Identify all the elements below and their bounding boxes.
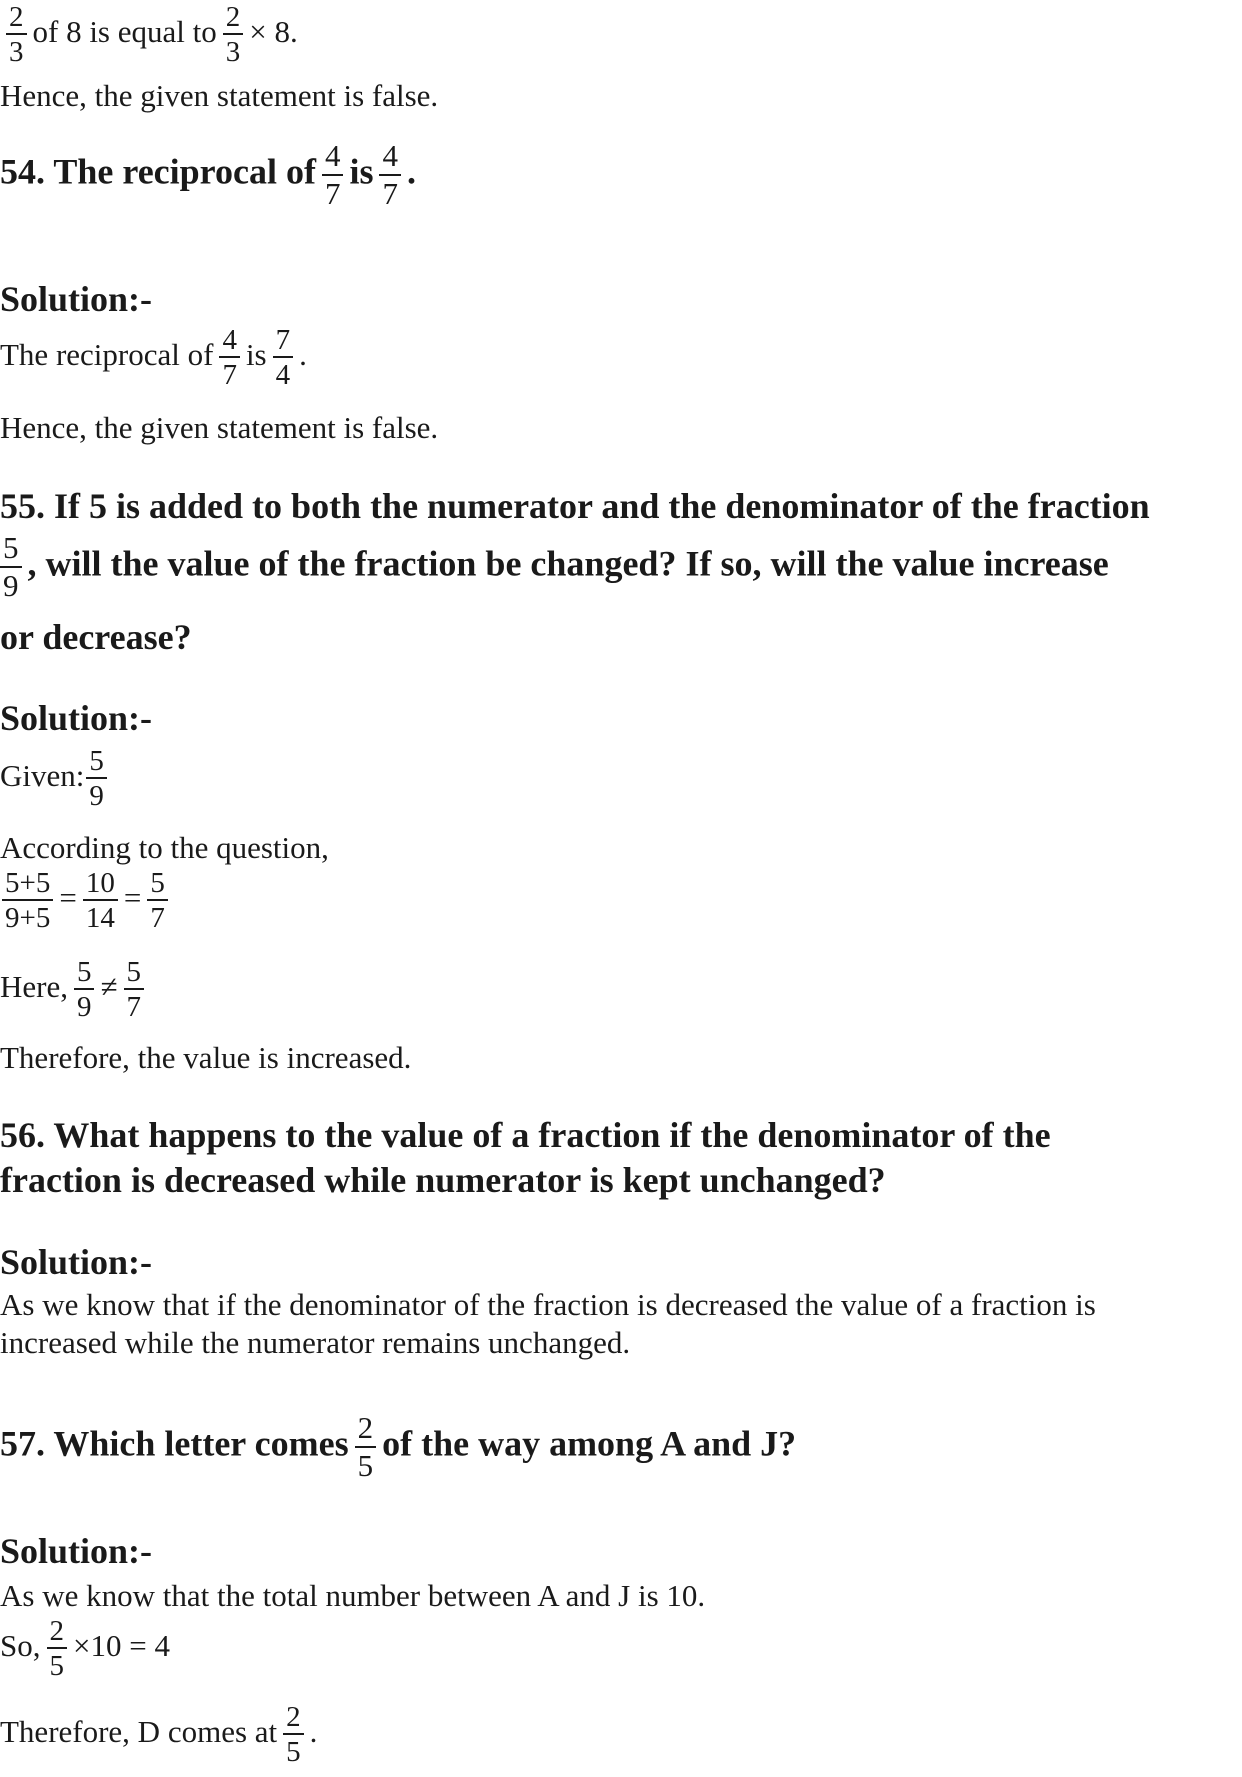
q55-here: Here, $\frac{5}{9}$ ≠ $\frac{5}{7}$ [0,957,150,1023]
fraction: $\frac{2}{3}$ [6,2,27,68]
q55-conclusion: Therefore, the value is increased. [0,1040,412,1075]
fraction: $\frac{4}{7}$ [219,325,240,391]
question-55-line2: $\frac{5}{9}$ , will the value of the fraction be changed? If so, will the value increase [0,532,1109,602]
fraction: $\frac{2}{5}$ [47,1616,68,1682]
fraction: $\frac{2}{5}$ [355,1412,377,1482]
q55-given: Given: $\frac{5}{9}$ [0,746,113,812]
fraction: $\frac{5}{9}$ [0,532,22,602]
fraction: $\frac{4}{7}$ [322,140,344,210]
solution-heading: Solution:- [0,1531,153,1571]
q55-according: According to the question, [0,830,329,865]
solution-heading: Solution:- [0,1242,153,1282]
question-54: 54. The reciprocal of $\frac{4}{7}$ is $\frac{4}{7}$ . [0,138,416,211]
q56-answer-line2: increased while the numerator remains unchanged. [0,1325,631,1360]
q54-solution-line1: The reciprocal of $\frac{4}{7}$ is $\frac{7}{4}$ . [0,324,307,392]
fraction: $\frac{5}{9}$ [74,957,95,1023]
fraction: $\frac{2}{5}$ [283,1702,304,1768]
q57-so: So, $\frac{2}{5}$ ×10 = 4 [0,1615,170,1683]
question-55-line3: or decrease? [0,617,192,657]
fraction: $\frac{5+5}{9+5}$ [2,868,53,934]
q55-equation: $\frac{5+5}{9+5}$ = $\frac{10}{14}$ = $\frac{5}{7}$ [0,868,174,934]
fraction: $\frac{10}{14}$ [83,868,118,934]
fraction: $\frac{4}{7}$ [379,140,401,210]
fraction: $\frac{5}{7}$ [147,868,168,934]
prev-conclusion: Hence, the given statement is false. [0,78,439,113]
question-57: 57. Which letter comes $\frac{2}{5}$ of the way among A and J? [0,1410,797,1483]
fraction: $\frac{2}{3}$ [223,2,244,68]
solution-heading: Solution:- [0,279,153,319]
fraction: $\frac{5}{9}$ [86,746,107,812]
q57-answer-line1: As we know that the total number between A and J is 10. [0,1578,706,1613]
prev-line1: $\frac{2}{3}$ of 8 is equal to $\frac{2}{3}$ × 8. [0,2,298,68]
question-56-line2: fraction is decreased while numerator is kept unchanged? [0,1160,886,1200]
q57-therefore: Therefore, D comes at $\frac{2}{5}$ . [0,1701,318,1769]
fraction: $\frac{7}{4}$ [273,325,294,391]
question-55-line1: 55. If 5 is added to both the numerator and the denominator of the fraction [0,486,1150,526]
solution-heading: Solution:- [0,698,153,738]
fraction: $\frac{5}{7}$ [124,957,145,1023]
q54-conclusion: Hence, the given statement is false. [0,410,439,445]
question-56-line1: 56. What happens to the value of a fraction if the denominator of the [0,1115,1051,1155]
q56-answer-line1: As we know that if the denominator of the fraction is decreased the value of a fraction is [0,1287,1096,1322]
